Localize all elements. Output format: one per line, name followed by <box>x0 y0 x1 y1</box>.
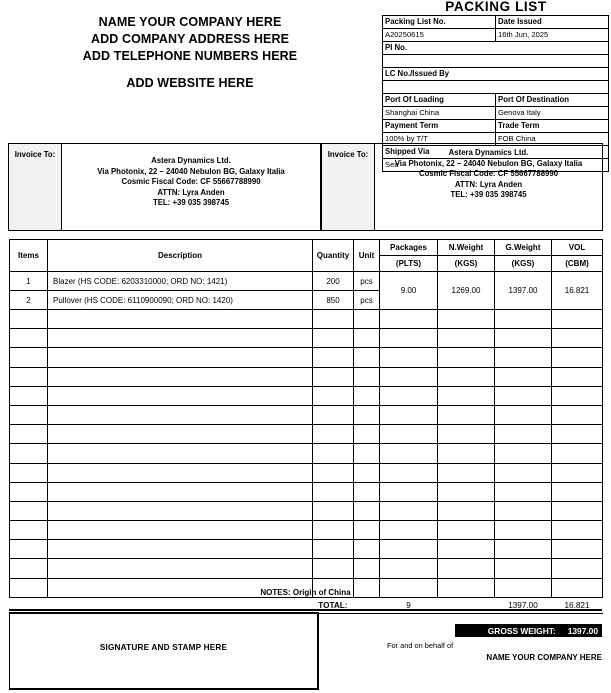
table-row <box>383 55 609 68</box>
cell-unit: pcs <box>354 272 380 291</box>
cell-empty <box>354 482 380 501</box>
company-telephone-line: ADD TELEPHONE NUMBERS HERE <box>82 49 298 63</box>
cell-empty <box>495 348 552 367</box>
items-table <box>9 239 603 614</box>
cell-empty <box>380 540 438 559</box>
cell-empty <box>313 482 354 501</box>
cell-empty <box>48 559 313 578</box>
cell-empty <box>552 367 603 386</box>
invoice-to-right-box <box>321 143 603 231</box>
cell-empty <box>438 310 495 329</box>
cell-net-weight: 1269.00 <box>438 272 495 310</box>
company-name-line: NAME YOUR COMPANY HERE <box>98 15 282 29</box>
cell-empty <box>10 559 48 578</box>
cell-empty <box>313 310 354 329</box>
table-row <box>10 559 603 578</box>
invoice-to-section <box>8 143 603 231</box>
cell-empty <box>438 367 495 386</box>
notify-tel: TEL: +39 035 398745 <box>450 190 527 199</box>
cell-empty <box>48 405 313 424</box>
consignee-fiscal-code: Cosmic Fiscal Code: CF 55667788990 <box>121 177 261 186</box>
port-of-destination-value: Genova Italy <box>496 107 609 120</box>
cell-empty <box>313 348 354 367</box>
total-gross-weight: 1397.00 <box>495 597 552 613</box>
cell-empty <box>313 367 354 386</box>
notify-fiscal-code: Cosmic Fiscal Code: CF 55667788990 <box>418 169 559 178</box>
gross-weight-label: GROSS WEIGHT: <box>487 625 556 636</box>
cell-empty <box>10 386 48 405</box>
cell-empty <box>380 405 438 424</box>
cell-empty <box>48 540 313 559</box>
cell-empty <box>10 310 48 329</box>
cell-empty <box>354 386 380 405</box>
invoice-to-right-body <box>375 144 602 230</box>
payment-term-label: Payment Term <box>383 120 496 133</box>
cell-empty <box>495 367 552 386</box>
cell-empty <box>354 501 380 520</box>
cell-empty <box>380 501 438 520</box>
cell-empty <box>313 386 354 405</box>
header-packages-unit: (PLTS) <box>380 256 438 272</box>
cell-quantity: 850 <box>313 291 354 310</box>
cell-empty <box>10 501 48 520</box>
cell-empty <box>438 348 495 367</box>
cell-empty <box>552 559 603 578</box>
cell-empty <box>552 463 603 482</box>
table-row <box>10 425 603 444</box>
payment-term-value: 100% by T/T <box>383 133 496 146</box>
cell-empty <box>438 559 495 578</box>
cell-empty <box>313 521 354 540</box>
company-website-line: ADD WEBSITE HERE <box>126 76 254 90</box>
footer-divider <box>9 609 602 611</box>
date-issued-label: Date Issued <box>496 16 609 29</box>
for-and-on-behalf-text: For and on behalf of <box>387 641 454 650</box>
cell-empty <box>438 444 495 463</box>
pi-no-label: PI No. <box>383 42 609 55</box>
cell-empty <box>552 329 603 348</box>
header-packages: Packages <box>380 240 438 256</box>
invoice-to-right-label: Invoice To: <box>322 144 375 230</box>
cell-item-number: 2 <box>10 291 48 310</box>
cell-empty <box>380 367 438 386</box>
cell-empty <box>495 482 552 501</box>
table-row <box>10 463 603 482</box>
invoice-to-left-label: Invoice To: <box>9 144 62 230</box>
cell-empty <box>438 463 495 482</box>
cell-empty <box>354 559 380 578</box>
cell-empty <box>495 463 552 482</box>
cell-empty <box>354 521 380 540</box>
company-header <box>0 14 380 92</box>
cell-empty <box>552 444 603 463</box>
trade-term-label: Trade Term <box>496 120 609 133</box>
cell-empty <box>438 521 495 540</box>
header-net-weight: N.Weight <box>438 240 495 256</box>
packing-list-no-value: A20250615 <box>383 29 496 42</box>
cell-empty <box>354 367 380 386</box>
cell-empty <box>380 348 438 367</box>
total-label: TOTAL: <box>313 597 354 613</box>
cell-empty <box>354 463 380 482</box>
cell-empty <box>313 463 354 482</box>
consignee-attn: ATTN: Lyra Anden <box>157 187 225 197</box>
shipped-via-value: Sea <box>383 159 609 172</box>
cell-empty <box>552 310 603 329</box>
table-row <box>10 367 603 386</box>
header-gross-weight: G.Weight <box>495 240 552 256</box>
cell-empty <box>495 559 552 578</box>
cell-empty <box>380 559 438 578</box>
cell-empty <box>313 540 354 559</box>
cell-empty <box>313 559 354 578</box>
table-row <box>10 501 603 520</box>
table-row <box>383 107 609 120</box>
cell-empty <box>380 444 438 463</box>
page-title: PACKING LIST <box>445 0 547 14</box>
header-items: Items <box>10 240 48 272</box>
notify-address: Via Photonix, 22 – 24040 Nebulon BG, Galaxy Italia <box>394 158 583 168</box>
cell-empty <box>438 405 495 424</box>
items-table-header-row <box>10 240 603 256</box>
gross-weight-bar <box>455 624 602 637</box>
table-row <box>383 120 609 133</box>
cell-empty <box>495 444 552 463</box>
gross-weight-value: 1397.00 <box>567 625 598 636</box>
cell-empty <box>10 405 48 424</box>
table-row <box>383 94 609 107</box>
table-row <box>10 310 603 329</box>
cell-empty <box>48 386 313 405</box>
header-volume: VOL <box>552 240 603 256</box>
cell-empty <box>354 329 380 348</box>
cell-empty <box>10 367 48 386</box>
invoice-to-left-box <box>8 143 321 231</box>
cell-empty <box>354 310 380 329</box>
cell-empty <box>438 501 495 520</box>
cell-empty <box>48 444 313 463</box>
cell-empty <box>313 329 354 348</box>
cell-empty <box>380 521 438 540</box>
cell-empty <box>10 425 48 444</box>
company-address-line: ADD COMPANY ADDRESS HERE <box>90 32 290 46</box>
cell-empty <box>438 482 495 501</box>
total-volume: 16.821 <box>552 597 603 613</box>
cell-empty <box>495 425 552 444</box>
cell-empty <box>48 501 313 520</box>
notes-line <box>9 588 602 597</box>
cell-empty <box>10 482 48 501</box>
cell-empty <box>495 405 552 424</box>
cell-empty <box>552 501 603 520</box>
cell-empty <box>10 540 48 559</box>
table-row <box>383 16 609 29</box>
table-row <box>10 405 603 424</box>
shipped-via-label: Shipped Via <box>383 146 609 159</box>
cell-empty <box>48 310 313 329</box>
cell-empty <box>48 521 313 540</box>
cell-description: Blazer (HS CODE: 6203310000; ORD NO: 1421) <box>48 272 313 291</box>
cell-empty <box>48 329 313 348</box>
cell-empty <box>438 329 495 348</box>
cell-empty <box>313 501 354 520</box>
cell-empty <box>495 386 552 405</box>
cell-empty <box>438 540 495 559</box>
cell-empty <box>48 482 313 501</box>
notify-name: Astera Dynamics Ltd. <box>448 148 529 157</box>
cell-empty <box>495 540 552 559</box>
lc-no-value <box>383 81 609 94</box>
cell-empty <box>552 540 603 559</box>
cell-empty <box>354 540 380 559</box>
table-row <box>10 329 603 348</box>
table-row <box>383 42 609 55</box>
header-gross-weight-unit: (KGS) <box>495 256 552 272</box>
notes-label: NOTES: <box>260 588 291 597</box>
cell-empty <box>313 444 354 463</box>
trade-term-value: FOB China <box>496 133 609 146</box>
cell-empty <box>48 367 313 386</box>
cell-empty <box>354 405 380 424</box>
cell-empty <box>313 405 354 424</box>
consignee-address: Via Photonix, 22 – 24040 Nebulon BG, Galaxy Italia <box>97 166 285 176</box>
lc-no-label: LC No./Issued By <box>383 68 609 81</box>
consignee-name: Astera Dynamics Ltd. <box>151 156 231 165</box>
cell-empty <box>380 463 438 482</box>
cell-empty <box>48 348 313 367</box>
pi-no-value <box>383 55 609 68</box>
cell-packages: 9.00 <box>380 272 438 310</box>
cell-empty <box>380 482 438 501</box>
total-packages: 9 <box>380 597 438 613</box>
table-row <box>10 521 603 540</box>
cell-empty <box>495 521 552 540</box>
invoice-to-left-body <box>62 144 320 230</box>
header-volume-unit: (CBM) <box>552 256 603 272</box>
port-of-loading-value: Shanghai China <box>383 107 496 120</box>
cell-empty <box>380 310 438 329</box>
cell-empty <box>380 386 438 405</box>
cell-empty <box>495 310 552 329</box>
table-row <box>10 444 603 463</box>
cell-quantity: 200 <box>313 272 354 291</box>
cell-empty <box>48 425 313 444</box>
notes-value: Origin of China <box>292 588 351 597</box>
cell-empty <box>10 348 48 367</box>
cell-empty <box>552 482 603 501</box>
cell-empty <box>10 521 48 540</box>
cell-description: Pullover (HS CODE: 6110900090; ORD NO: 1420) <box>48 291 313 310</box>
cell-empty <box>552 405 603 424</box>
cell-empty <box>495 501 552 520</box>
cell-empty <box>438 425 495 444</box>
header-description: Description <box>48 240 313 272</box>
signature-text: SIGNATURE AND STAMP HERE <box>99 643 228 652</box>
cell-empty <box>313 425 354 444</box>
cell-empty <box>380 329 438 348</box>
cell-volume: 16.821 <box>552 272 603 310</box>
table-row <box>383 68 609 81</box>
cell-empty <box>354 348 380 367</box>
cell-empty <box>438 386 495 405</box>
date-issued-value: 16th Jun, 2025 <box>496 29 609 42</box>
cell-empty <box>354 425 380 444</box>
packing-list-no-label: Packing List No. <box>383 16 496 29</box>
cell-empty <box>552 386 603 405</box>
port-of-destination-label: Port Of Destination <box>496 94 609 107</box>
cell-empty <box>10 463 48 482</box>
cell-empty <box>10 329 48 348</box>
behalf-company-name: NAME YOUR COMPANY HERE <box>486 653 602 662</box>
items-table-body <box>10 272 603 598</box>
cell-empty <box>380 425 438 444</box>
table-row <box>383 81 609 94</box>
table-row <box>10 540 603 559</box>
cell-empty <box>552 521 603 540</box>
cell-empty <box>10 444 48 463</box>
cell-empty <box>552 348 603 367</box>
table-row <box>10 272 603 291</box>
consignee-tel: TEL: +39 035 398745 <box>152 198 230 207</box>
cell-empty <box>552 425 603 444</box>
header-net-weight-unit: (KGS) <box>438 256 495 272</box>
notify-attn: ATTN: Lyra Anden <box>454 179 523 189</box>
signature-box <box>9 612 319 690</box>
table-row <box>10 348 603 367</box>
cell-gross-weight: 1397.00 <box>495 272 552 310</box>
table-row <box>10 482 603 501</box>
header-unit: Unit <box>354 240 380 272</box>
cell-item-number: 1 <box>10 272 48 291</box>
cell-unit: pcs <box>354 291 380 310</box>
cell-empty <box>354 444 380 463</box>
cell-empty <box>48 463 313 482</box>
table-row <box>10 386 603 405</box>
cell-empty <box>495 329 552 348</box>
header-quantity: Quantity <box>313 240 354 272</box>
port-of-loading-label: Port Of Loading <box>383 94 496 107</box>
table-row <box>383 29 609 42</box>
